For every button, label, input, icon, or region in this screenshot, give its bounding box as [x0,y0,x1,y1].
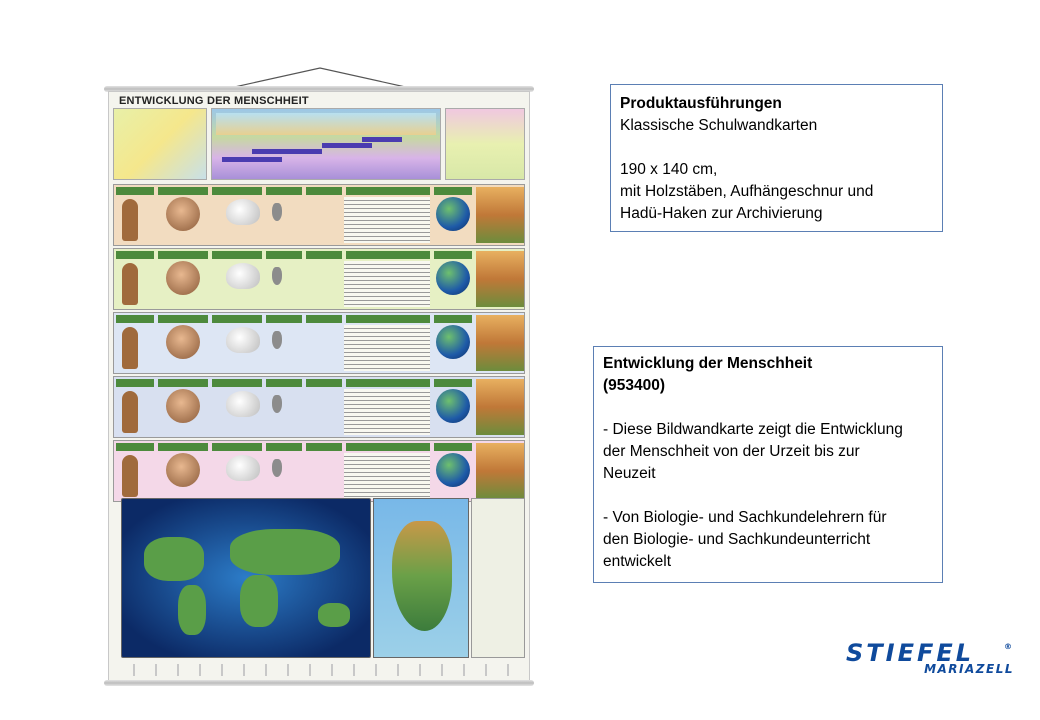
description-line: der Menschheit von der Urzeit bis zur [603,443,860,460]
habitat-scene [476,187,524,243]
description-line: Neuzeit [603,465,656,482]
row-header-bar [306,315,342,323]
description-line: entwickelt [603,553,672,570]
row-header-bar [434,379,472,387]
row-header-bar [346,443,430,451]
row-header-bar [212,251,262,259]
row-header-bar [306,443,342,451]
product-line [620,137,933,159]
stone-tool-illustration [272,267,282,285]
distribution-globe [436,389,470,423]
species-row [113,440,525,502]
logo-registered-mark: ® [1004,642,1012,651]
row-header-bar [212,315,262,323]
row-header-bar [158,251,208,259]
skull-illustration [226,455,260,481]
row-header-bar [346,315,430,323]
poster-title: ENTWICKLUNG DER MENSCHHEIT [119,95,309,107]
row-header-bar [116,443,154,451]
product-number: (953400) [603,377,666,394]
habitat-scene [476,315,524,371]
stone-tool-illustration [272,331,282,349]
hominid-figure [122,455,138,497]
skull-illustration [226,263,260,289]
hominid-face-portrait [166,453,200,487]
hominid-face-portrait [166,261,200,295]
description-line: - Diese Bildwandkarte zeigt die Entwicklung [603,421,903,438]
species-description-text [344,453,430,499]
description-line [603,397,933,419]
species-description-text [344,389,430,435]
product-name: Entwicklung der Menschheit [603,355,813,372]
poster-footer [113,664,525,676]
stone-tool-illustration [272,203,282,221]
row-header-bar [266,443,302,451]
hominid-figure [122,263,138,305]
row-header-bar [306,379,342,387]
human-skeleton-panel [471,498,525,658]
skull-illustration [226,327,260,353]
row-header-bar [434,315,472,323]
species-row [113,312,525,374]
logo-subtitle: MARIAZELL [924,662,1014,676]
stone-tool-illustration [272,395,282,413]
hominid-figure [122,327,138,369]
row-header-bar [116,315,154,323]
world-map [121,498,371,658]
distribution-globe [436,261,470,295]
row-header-bar [346,251,430,259]
description-line: den Biologie- und Sachkundeunterricht [603,531,871,548]
hominid-face-portrait [166,197,200,231]
africa-map [373,498,469,658]
habitat-scene [476,379,524,435]
skull-illustration [226,199,260,225]
family-tree-panel [113,108,207,180]
row-header-bar [158,379,208,387]
product-line: Klassische Schulwandkarten [620,117,818,134]
hominid-face-portrait [166,389,200,423]
species-row [113,376,525,438]
timeline-panel [211,108,441,180]
row-header-bar [434,251,472,259]
row-header-bar [212,187,262,195]
row-header-bar [116,187,154,195]
habitat-scene [476,443,524,499]
row-header-bar [306,187,342,195]
row-header-bar [116,251,154,259]
description-line [603,485,933,507]
description-line: - Von Biologie- und Sachkundelehrern für [603,509,887,526]
row-header-bar [346,187,430,195]
hominid-figure [122,391,138,433]
row-header-bar [266,187,302,195]
timeline-bar [362,137,402,142]
distribution-globe [436,197,470,231]
distribution-globe [436,325,470,359]
row-header-bar [266,251,302,259]
hominid-face-portrait [166,325,200,359]
species-description-text [344,261,430,307]
skull-illustration [226,391,260,417]
row-header-bar [116,379,154,387]
product-options-box [610,84,943,232]
row-header-bar [212,379,262,387]
habitat-scene [476,251,524,307]
stiefel-logo [846,640,1016,676]
timeline-bar [322,143,372,148]
product-line: mit Holzstäben, Aufhängeschnur und [620,183,874,200]
evolution-panel [445,108,525,180]
product-options-title: Produktausführungen [620,95,782,112]
hominid-figure [122,199,138,241]
product-description-box [593,346,943,583]
wall-chart-poster [108,91,530,681]
row-header-bar [346,379,430,387]
product-line: 190 x 140 cm, [620,161,718,178]
species-description-text [344,197,430,243]
row-header-bar [266,379,302,387]
row-header-bar [158,443,208,451]
evolution-march-illustration [216,113,436,135]
species-row [113,248,525,310]
bottom-wooden-rod [104,680,534,686]
species-row [113,184,525,246]
timeline-bar [252,149,322,154]
row-header-bar [434,187,472,195]
distribution-globe [436,453,470,487]
row-header-bar [212,443,262,451]
logo-wordmark: STIEFEL [846,639,975,667]
species-description-text [344,325,430,371]
row-header-bar [434,443,472,451]
row-header-bar [158,315,208,323]
row-header-bar [158,187,208,195]
timeline-bar [222,157,282,162]
row-header-bar [266,315,302,323]
product-line: Hadü-Haken zur Archivierung [620,205,823,222]
row-header-bar [306,251,342,259]
stone-tool-illustration [272,459,282,477]
